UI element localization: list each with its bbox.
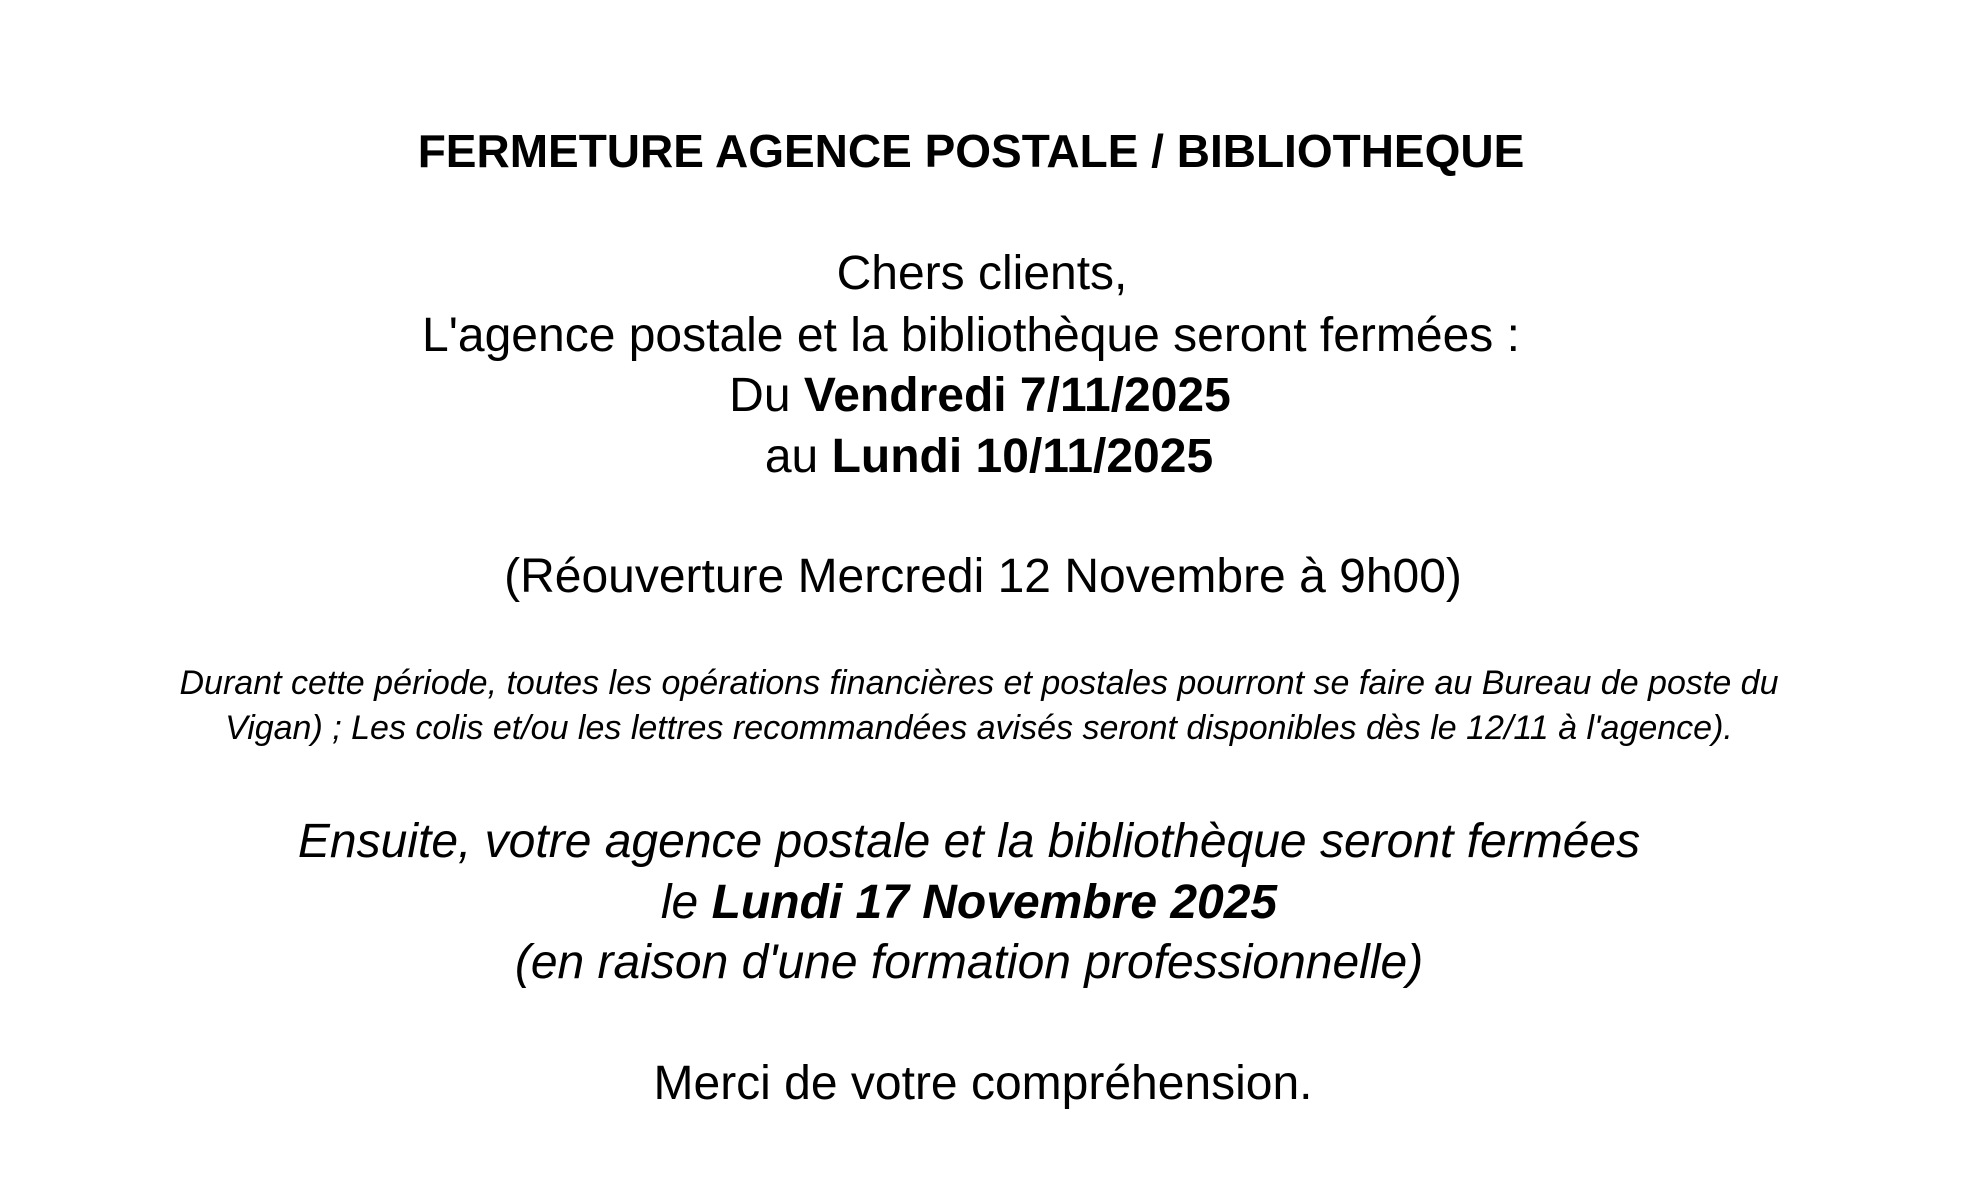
closure-end-prefix: au <box>764 430 832 483</box>
second-closure-reason: (en raison d'une formation professionnelle) <box>514 936 1424 989</box>
closure-start-prefix: Du <box>729 369 804 422</box>
second-closure-line: Ensuite, votre agence postale et la bibliothèque seront fermées <box>297 815 1641 868</box>
closure-start-date: Vendredi 7/11/2025 <box>803 369 1231 422</box>
details-line-1: Durant cette période, toutes les opérations financières et postales pourront se faire au Bureau de poste du <box>179 664 1779 702</box>
details-line-2: Vigan) ; Les colis et/ou les lettres recommandées avisés seront disponibles dès le 12/11 à l'agence). <box>225 709 1733 747</box>
reopening-info: (Réouverture Mercredi 12 Novembre à 9h00) <box>504 550 1462 603</box>
second-closure-date: Lundi 17 Novembre 2025 <box>711 876 1278 929</box>
greeting: Chers clients, <box>836 247 1128 300</box>
closure-announcement: L'agence postale et la bibliothèque seront fermées : <box>422 309 1520 362</box>
notice-title: FERMETURE AGENCE POSTALE / BIBLIOTHEQUE <box>417 125 1525 177</box>
closure-end <box>1 427 1976 487</box>
second-closure-date-line <box>0 873 1957 933</box>
closure-end-date: Lundi 10/11/2025 <box>831 430 1214 483</box>
second-closure-prefix: le <box>660 876 712 929</box>
thanks-message: Merci de votre compréhension. <box>653 1057 1313 1110</box>
closure-start <box>0 366 1968 426</box>
